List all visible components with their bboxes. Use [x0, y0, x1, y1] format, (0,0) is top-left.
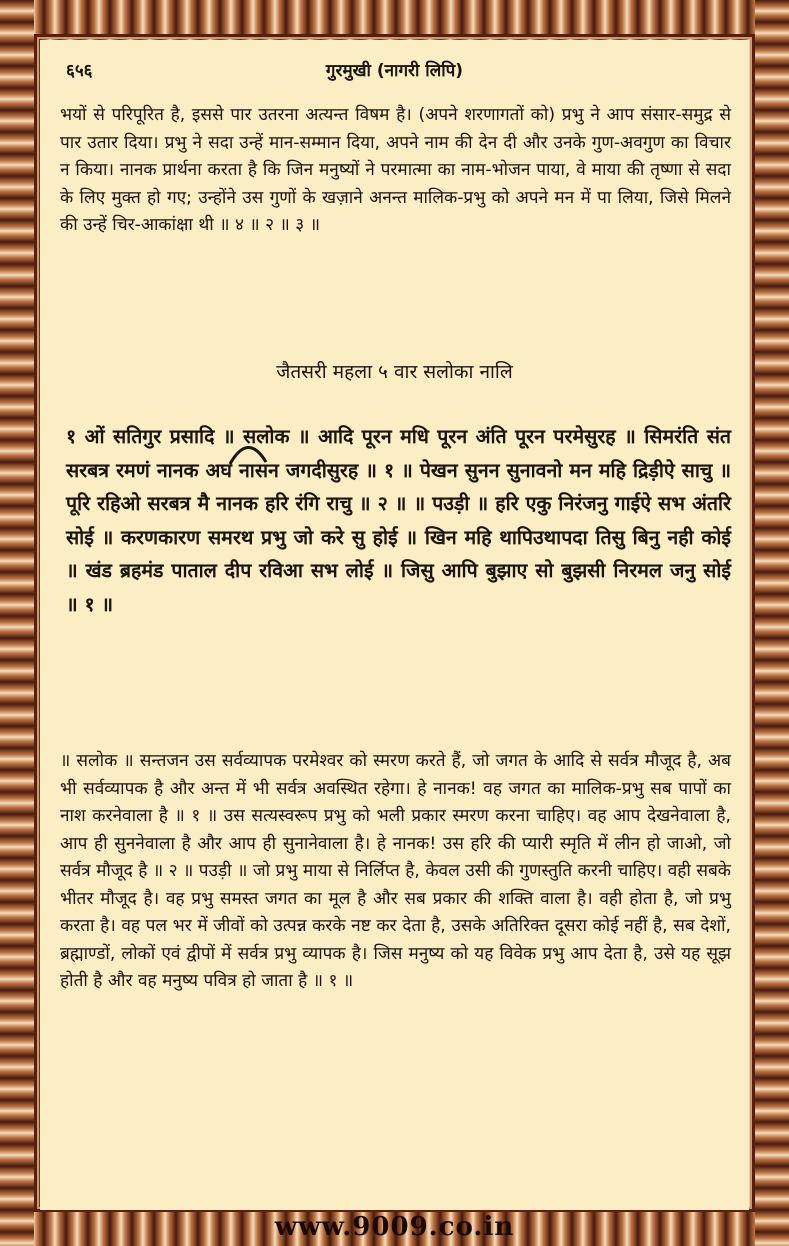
book-page: [40, 40, 749, 1210]
section-title: जैतसरी महला ५ वार सलोका नालि: [276, 361, 513, 383]
scripture-verse: १ ओं सतिगुर प्रसादि ॥ सलोक ॥ आदि पूरन मधि पूरन अंति पूरन परमेसुरह ॥ सिमरंति संत सरबत्र रमणं नानक अघ नासन जगदीसुरह ॥ १ ॥ पेखन सुनन सुनावनो मन महि द्रिड़ीऐ साचु ॥ पूरि रहिओ सरबत्र मै नानक हरि रंगि राचु ॥ २ ॥ ॥ पउड़ी ॥ हरि एकु निरंजनु गाईऐ सभ अंतरि सोई ॥ करणकारण समरथ प्रभु जो करे सु होई ॥ खिन महि थापिउथापदा तिसु बिनु नही कोई ॥ खंड ब्रहमंड पाताल दीप रविआ सभ लोई ॥ जिसु आपि बुझाए सो बुझसी निरमल जनु सोई ॥ १ ॥: [66, 425, 731, 616]
translation-paragraph-2: ॥ सलोक ॥ सन्तजन उस सर्वव्यापक परमेश्वर को स्मरण करते हैं, जो जगत के आदि से सर्वत्र मौजूद है, अब भी सर्वव्यापक है और अन्त में भी सर्वत्र अवस्थित रहेगा। हे नानक! वह जगत का मालिक-प्रभु सब पापों का नाश करनेवाला है ॥ १ ॥ उस सत्यस्वरूप प्रभु को भली प्रकार स्मरण करना चाहिए। वह आप देखनेवाला है, आप ही सुननेवाला है और आप ही सुनानेवाला है। हे नानक! उस हरि की प्यारी स्मृति में लीन हो जाओ, जो सर्वत्र मौजूद है ॥ २ ॥ पउड़ी ॥ जो प्रभु माया से निर्लिप्त है, केवल उसी की गुणस्तुति करनी चाहिए। वही सबके भीतर मौजूद है। वह प्रभु समस्त जगत का मूल है और सब प्रकार की शक्ति वाला है। वही होता है, जो प्रभु करता है। वह पल भर में जीवों को उत्पन्न करके नष्ट कर देता है, उसके अतिरिक्त दूसरा कोई नहीं है, सब देशों, ब्रह्माण्डों, लोकों एवं द्वीपों में सर्वत्र प्रभु व्यापक है। जिस मनुष्य को यह विवेक प्रभु आप देता है, उसे यह सूझ होती है और वह मनुष्य पवित्र हो जाता है ॥ १ ॥: [60, 751, 731, 991]
page-number: ६५६: [66, 61, 93, 81]
frame-left-border: [0, 0, 34, 1246]
website-url: www.9009.co.in: [274, 1212, 515, 1242]
running-title: गुरमुखी (नागरी लिपि): [325, 61, 464, 81]
page-header: [60, 58, 729, 84]
frame-right-border: [755, 0, 789, 1246]
frame-top-border: [0, 0, 789, 36]
translation-paragraph-1: भयों से परिपूरित है, इससे पार उतरना अत्यन्त विषम है। (अपने शरणागतों को) प्रभु ने आप संसार-समुद्र से पार उतार दिया। प्रभु ने सदा उन्हें मान-सम्मान दिया, अपने नाम की देन दी और उनके गुण-अवगुण का विचार न किया। नानक प्रार्थना करता है कि जिन मनुष्यों ने परमात्मा का नाम-भोजन पाया, वे माया की तृष्णा से सदा के लिए मुक्त हो गए; उन्होंने उस गुणों के खज़ाने अनन्त मालिक-प्रभु को अपने मन में पा लिया, जिसे मिलने की उन्हें चिर-आकांक्षा थी ॥ ४ ॥ २ ॥ ३ ॥: [60, 105, 731, 235]
